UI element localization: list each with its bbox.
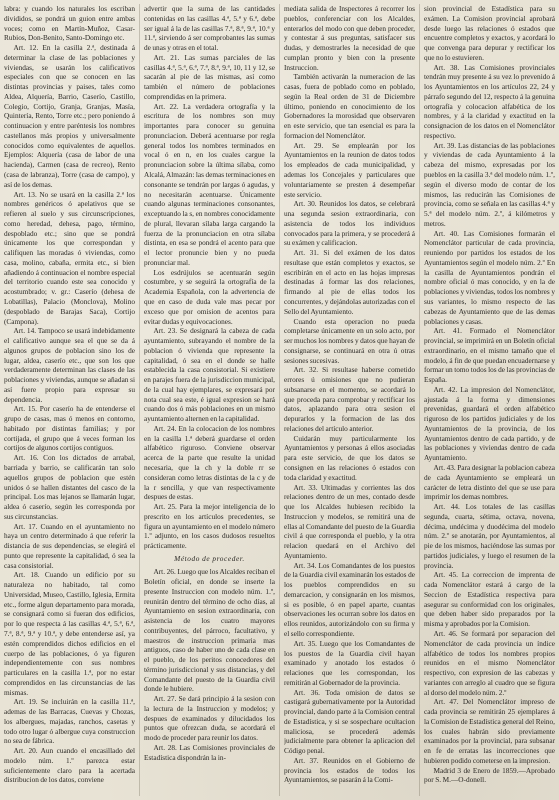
article-paragraph: Art. 16. Con los dictados de arrabal, barriada y barrio, se calificarán tan solo aquellos grupos de poblacion que estén unidos ó se hallen distantes del casco de la principal. Los mas lejanos se llamarán lugar, aldea ó caserío, según les corresponda por sus circunstancias. [4,453,135,521]
article-paragraph: Art. 28. Las Comisiones provinciales de Estadística dispondrán la in- [144,742,275,762]
article-paragraph: Art. 39. Las distancias de las poblaciones y viviendas de cada Ayuntamiento á la cabeza del mismo, expresadas por los pueblos en la casilla 3.ª del modelo núm. 1.º, según el diverso modo de contar de los mismos, las reducirán las Comisiones de provincia, como se señala en las casillas 4.ª y 5.ª del modelo núm. 2.º, á kilómetros y metros. [424,140,555,228]
continued-paragraph: mediata salida de Inspectores á recorrer los pueblos, conferenciar con los Alcaldes, enterarlos del modo con que deben proceder, y contestar á sus preguntas, satisfacer sus dudas, y demostrarles la necesidad de que cumplan pronto y bien con la presente Instruccion. [284,4,415,72]
signature-line: Madrid 3 de Enero de 1859.—Aprobado por S. M.—O-donell. [424,765,555,785]
article-paragraph: Art. 36. Toda omision de datos se castigará gubernativamente por la Autoridad provincial, dando parte á la Comision central de Estadística, y si se sospechare ocultacion maliciosa, se procederá además judicialmente para obtener la aplicacion del Código penal. [284,687,415,756]
continued-paragraph: advertir que la suma de las cantidades contenidas en las casillas 4.ª, 5.ª y 6.ª, debe ser igual á la de las casillas 7.ª, 8.ª, 9.ª, 10.ª y 11.ª, sirviendo á ser comprobantes las sumas de unas y otras en el total. [144,4,275,53]
text-paragraph: Cuando esta operacion no pueda completarse únicamente en un solo acto, por ser muchos los nombres y datos que hayan de consignarse, se continuará en otra ú otras sesiones sucesivas. [284,316,415,365]
article-paragraph: Art. 41. Formado el Nomenclátor provincial, se imprimirá en un Boletín oficial extraordinario, en el mismo tamaño que el modelo, á fin de que puedan encuadernarse y formar un tomo todos los de las provincias de España. [424,326,555,385]
article-paragraph: Art. 40. Las Comisiones formarán el Nomenclátor particular de cada provincia, reuniendo por partidos los estados de los Ayuntamientos según el modelo núm. 2.º En la casilla de Ayuntamientos pondrán el nombre oficial ó mas conocido, y en la de poblaciones y viviendas, todos los nombres y sus variantes, lo mismo respecto de las cabezas de Ayuntamiento que de las demas poblaciones y casas. [424,228,555,326]
column-divider [139,4,140,796]
article-paragraph: Art. 30. Reunidos los datos, se celebrará una segunda sesion extraordinaria, con asistencia de todos los individuos convocados para la primera, y se procederá á su exámen y calificacion. [284,199,415,248]
continued-paragraph: labra: y cuando los naturales los escriban divididos, se pondrá un guion entre ambas voces; como en Martín-Muñoz, Casar-Rubios, Don-Benito, Santo-Domingo etc. [4,4,135,43]
column-divider [419,4,420,796]
article-paragraph: Art. 21. Las sumas parciales de las casillas 4.ª, 5.ª, 6.ª, 7.ª, 8.ª, 9.ª, 10, 11 y 12, se sacarán al pie de las mismas, así como también el número de poblaciones comprendidas en la primera. [144,52,275,101]
article-paragraph: Art. 44. Los totales de las casillas segunda, cuarta, sétima, octava, novena, décima, undécima y duodécima del modelo núm. 2.º se anotarán, por Ayuntamientos, al pie de los mismos, haciéndose las sumas por partidos judiciales, y luego el resumen de la provincia. [424,502,555,570]
article-paragraph: Art. 15. Por caserío ha de entenderse el grupo de casas, mas ó menos en contorno, habitado por distintas familias; y por cortijada, el grupo que á veces forman los cortijos de algunos cortijos contiguos. [4,404,135,453]
text-paragraph: También activarán la numeracion de las casas, fuera de poblado como en poblado, según la Real orden de 31 de Diciembre último, poniendo en conocimiento de los Gobernadores la morosidad que observaren en este servicio, que tan esencial es para la formacion del Nomenclátor. [284,72,415,140]
article-paragraph: Art. 34. Los Comandantes de los puestos de la Guardia civil examinarán los estados de los pueblos comprendidos en su demarcacion, y consignarán en los mismos, si es posible, ó en papel aparte, cuantas observaciones les ocurran sobre los datos en ellos reunidos, autorizándolo con su firma y el sello correspondiente. [284,560,415,638]
article-paragraph: Art. 12. En la casilla 2.ª, destinada á determinar la clase de las poblaciones y viviendas, se usarán los calificativos especiales con que se conocen en las distintas provincias y paises, tales como Aldea, Alquería, Barrio, Caserío, Castillo, Colegio, Cortijo, Granja, Granjas, Masía, Quintería, Rento, Torre etc.; pero poniendo á continuacion y entre paréntesis los nombres castellanos más propios y universalmente conocidos como equivalentes de aquellos. Ejemplos: Alquería (casa de labor de una hacienda), Carmen (casa de recreo), Rento (casa de labranza), Torre (casa de campo), y así de los demas. [4,43,135,189]
text-column-1 [4,4,135,796]
article-paragraph: Art. 38. Las Comisiones provinciales tendrán muy presente á su vez lo prevenido á los Ayuntamientos en los artículos 22, 24 y párrafo segundo del 12, respecto á la genuina ortografía y colocacion alfabética de los nombres, y á la claridad y exactitud en la consignacion de los datos en el Nomenclátor respectivo. [424,62,555,140]
article-paragraph: Art. 35. Luego que los Comandantes de los puestos de la Guardia civil hayan examinado y anotado los estados ó relaciones que les correspondan, los remitirán al Gobernador de la provincia. [284,638,415,687]
article-paragraph: Art. 29. Se emplearán por los Ayuntamientos en la reunion de datos todos los empleados de cada municipalidad, y ademas los Concejales y particulares que voluntariamente se presten á desempeñar este servicio. [284,140,415,199]
article-paragraph: Art. 14. Tampoco se usará indebidamente el calificativo aunque sea el que se da á algunos grupos de poblacion sino los de lugar, aldea, caserío etc., que son los que verdaderamente determinan las clases de las poblaciones y viviendas, aunque se añadan si así fuere propio para expresar su dependencia. [4,326,135,404]
column-divider [279,4,280,796]
article-paragraph: Art. 13. No se usará en la casilla 2.ª los nombres genéricos ó apelativos que se refieren al suelo y sus circunscripciones, como heredad, dehesa, pago, término, despoblado etc.; sino que se pondrá únicamente los que correspondan y califiquen las moradas ó viviendas, como casa, molino, cabaña, ermita etc., si bien añadiendo á continuacion el nombre especial del territorio cuando este sea conocido y acostumbrado; v. gr.: Caserío (dehesa de Lobatillas), Palacio (Monclova), Molino (despoblado de Barajas Saca), Cortijo (Campona). [4,189,135,326]
article-paragraph: Art. 47. Del Nomenclátor impreso de cada provincia se remitirán 25 ejemplares á la Comision de Estadística general del Reino, los cuales habrán sido previamente examinados por la provincial, para subsanar en fe de erratas las incorrecciones que hubieren podido cometerse en la impresion. [424,697,555,765]
article-paragraph: Art. 18. Cuando un edificio por su naturaleza no habitado, tal como Universidad, Museo, Castillo, Iglesia, Ermita etc., forme algun departamento para morada, se consignará como si fueran dos edificios, por lo que respecta á las casillas 4.ª, 5.ª, 6.ª, 7.ª, 8.ª, 9.ª y 10.ª, y debe entenderse así, ya estén comprendidos dichos edificios en el cuerpo de las poblaciones, ó ya figuren independientemente con sus nombres particulares en la casilla 1.ª, por no estar comprendidos en las circunstancias de las mismas. [4,570,135,697]
continued-paragraph: sion provincial de Estadística para su exámen. La Comision provincial aprobará desde luego las relaciones ó estados que encuentre completos y exactos, y acordará lo que convenga para depurar y rectificar los que no lo estuvieren. [424,4,555,62]
article-paragraph: Art. 32. Si resultase haberse cometido errores ú omisiones que no pudieran subsanarse en el momento, se acordará lo que proceda para comprobar y rectificar los datos, aplazando para otra sesion el depurarlos y la formacion de las dos relaciones del artículo anterior. [284,365,415,433]
article-paragraph: Art. 31. Si del exámen de los datos resultase que están completos y exactos, se escribirán en el acto en las hojas impresas destinadas á formar las dos relaciones, firmando al pie de ellas todos los concurrentes, y dejándolas autorizadas con el Sello del Ayuntamiento. [284,248,415,316]
section-heading: Método de proceder. [174,554,245,564]
article-paragraph: Art. 19. Se incluirán en la casilla 11.ª, ademas de las Barracas, Cuevas y Chozas, los albergues, majadas, ranchos, casetas y todo otro lugar ó albergue cuya construccion no sea de fábrica. [4,697,135,746]
article-paragraph: Art. 20. Aun cuando el encasillado del modelo núm. 1.º parezca estar suficientemente claro para la acertada distribucion de los datos, conviene [4,746,135,785]
text-column-3 [284,4,415,796]
article-paragraph: Art. 33. Ultimadas y corrientes las dos relaciones dentro de un mes, contado desde que los Alcaldes hubiesen recibido la Instruccion y modelos, se remitirá una de ellas al Comandante del puesto de la Guardia civil á que corresponda el pueblo, y la otra relacion quedará en el Archivo del Ayuntamiento. [284,482,415,560]
article-paragraph: Art. 42. La impresion del Nomenclátor, ajustada á la forma y dimensiones prevenidas, guardará el orden alfabético riguroso de los partidos judiciales y de los Ayuntamientos de la provincia, de los Ayuntamientos dentro de cada partido, y de las poblaciones y viviendas dentro de cada Ayuntamiento. [424,384,555,463]
text-column-2 [144,4,275,796]
article-paragraph: Art. 23. Se designará la cabeza de cada ayuntamiento, subrayando el nombre de la poblacion ó vivienda que represente la capitalidad, ó sea en el donde se halle establecida la casa consistorial. Si existiere en parajes fuera de la jurisdiccion municipal, de la cual hay ejemplares, se expresará por nota cual sea este, é igual expresion se hará cuando dos ó más poblaciones en un mismo ayuntamiento alternen en la capitalidad. [144,326,275,424]
article-paragraph: Art. 24. En la colocacion de los nombres en la casilla 1.ª deberá guardarse el orden alfabético riguroso. Conviene observar acerca de la parte que resulte la unidad necesaria, que la ch y la doble rr se consideran como letras distintas de la c y de la r sencilla, y que van respectivamente despues de estas. [144,423,275,502]
article-paragraph: Art. 26. Luego que los Alcaldes reciban el Boletín oficial, en donde se inserte la presente Instruccion con modelo núm. 1.º, reunirán dentro del término de ocho días, al Ayuntamiento en sesion extraordinaria, con asistencia de los cuatro mayores contribuyentes, del párroco, facultativo, y maestros de instruccion primaria mas antiguos, caso de haber uno de cada clase en el pueblo, de los peritos conocedores del término jurisdiccional y sus distancias, y del Comandante del puesto de la Guardia civil donde le hubiere. [144,567,275,694]
article-paragraph: Art. 27. Se dará principio á la sesion con la lectura de la Instruccion y modelos; y despues de examinados y dilucidados los puntos que ofrezcan duda, se acordará el modo de proceder para reunir los datos. [144,694,275,743]
article-paragraph: Art. 43. Para designar la poblacion cabeza de cada Ayuntamiento se empleará un carácter de letra distinto del que se use para imprimir los demas nombres. [424,462,555,502]
article-paragraph: Art. 45. La correccion de imprenta de cada Nomenclátor estará á cargo de la Seccion de Estadística respectiva para asegurar su conformidad con los originales, que deben haber sido preparados por la misma y aprobados por la Comision. [424,570,555,629]
article-paragraph: Art. 46. Se formará por separacion del Nomenclátor de cada provincia un índice alfabético de todos los nombres propios reunidos en el mismo Nomenclátor respectivo, con expresion de las cabezas y variantes con arreglo al cuadro que se figura al dorso del modelo núm. 2.º [424,629,555,697]
article-paragraph: Art. 17. Cuando en el ayuntamiento no haya un centro determinado á que referir la distancia de sus dependencias, se elegirá el punto que represente la capitalidad, ó sea la casa consistorial. [4,521,135,570]
article-paragraph: Art. 37. Reunidos en el Gobierno de provincia los estados de todos los Ayuntamientos, se pasarán á la Comi- [284,755,415,785]
text-paragraph: Cuidarán muy particularmente los Ayuntamientos y personas á ellos asociadas para este servicio, de que los datos se consignen en las relaciones ó estados con toda claridad y exactitud. [284,433,415,482]
text-paragraph: Los esdrújulos se acentuarán según costumbre, y se seguirá la ortografía de la Academia Española, con la advertencia de que en caso de duda vale mas pecar por exceso que por omision de acentos para evitar dudas y equivocaciones. [144,267,275,326]
article-paragraph: Art. 25. Para la mejor inteligencia de lo prescrito en los artículos precedentes, se figura un ayuntamiento en el modelo número 1.º adjunto, en los casos dudosos resueltos prácticamente. [144,502,275,551]
article-paragraph: Art. 22. La verdadera ortografía y la escritura de los nombres son muy importantes para conocer su genuina pronunciacion. Deberá acentuarse por regla general todos los nombres terminados en vocal ó en n, en los cuales cargue la pronunciacion sobre la última sílaba, como Alcalá, Almazán: las demas terminaciones en consonante se tendrán por largas ó agudas, y no necesitarán acentuarse. Únicamente cuando algunas terminaciones consonantes, exceptuando la s, en nombres conocidamente de plural, llevaran sílaba larga cargando la fuerza de la pronunciacion en otra sílaba distinta, en esa se pondrá el acento para que el lector pronuncie bien y no pueda pronunciar mal. [144,101,275,267]
text-column-4 [424,4,555,796]
